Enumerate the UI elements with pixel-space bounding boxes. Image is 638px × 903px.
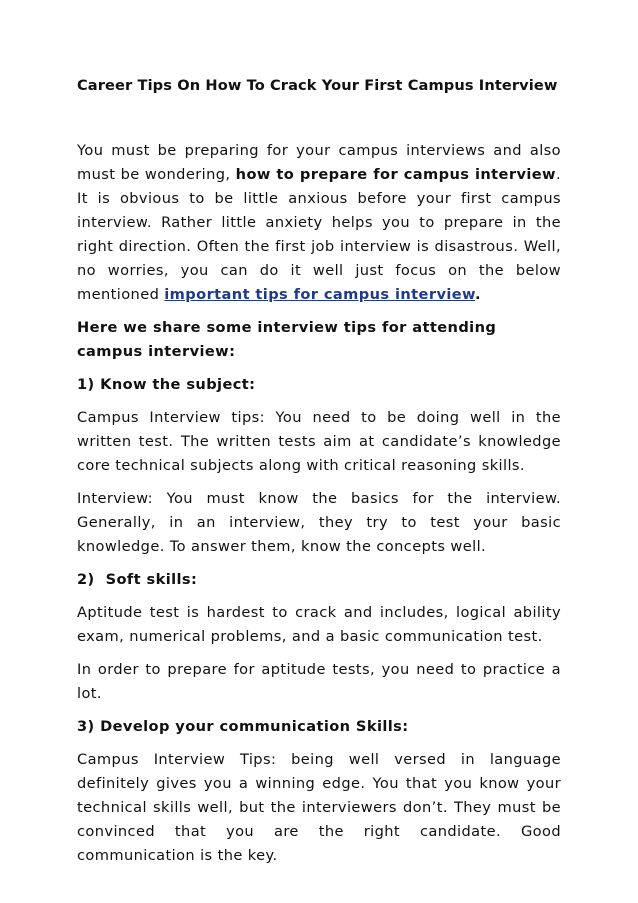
important-tips-link[interactable]: important tips for campus interview (164, 286, 476, 303)
section-1-heading: 1) Know the subject: (77, 376, 256, 393)
page-title: Career Tips On How To Crack Your First Campus Interview (77, 77, 558, 94)
section-3-paragraph-1: Campus Interview Tips: being well versed in language definitely gives you a winning edge. You that you know your technical skills well, but the interviewers don’t. They must be convinced that you are the right candidate. Good communication is the key. (77, 751, 561, 864)
intro-bold-phrase: how to prepare for campus interview (235, 166, 556, 183)
section-1-paragraph-2: Interview: You must know the basics for the interview. Generally, in an interview, they try to test your basic knowledge. To answer them, know the concepts well. (77, 490, 561, 555)
section-2-heading: 2) Soft skills: (77, 571, 198, 588)
section-2-paragraph-2: In order to prepare for aptitude tests, you need to practice a lot. (77, 661, 561, 702)
intro-paragraph (77, 139, 561, 307)
intro-link-suffix: . (475, 286, 481, 303)
intro-text-start: You must be preparing for your campus interviews and also must be wondering, (77, 142, 561, 183)
section-3-heading: 3) Develop your communication Skills: (77, 718, 409, 735)
intro-text-middle: . It is obvious to be little anxious before your first campus interview. Rather little anxiety helps you to prepare in the right direction. Often the first job interview is disastrous. Well, no worries, you can do it well just focus on the below mentioned (77, 166, 561, 303)
section-1-paragraph-1: Campus Interview tips: You need to be doing well in the written test. The written tests aim at candidate’s knowledge core technical subjects along with critical reasoning skills. (77, 409, 561, 474)
document-content (77, 74, 561, 877)
section-2-paragraph-1: Aptitude test is hardest to crack and includes, logical ability exam, numerical problems, and a basic communication test. (77, 604, 561, 645)
share-heading: Here we share some interview tips for attending campus interview: (77, 319, 497, 360)
